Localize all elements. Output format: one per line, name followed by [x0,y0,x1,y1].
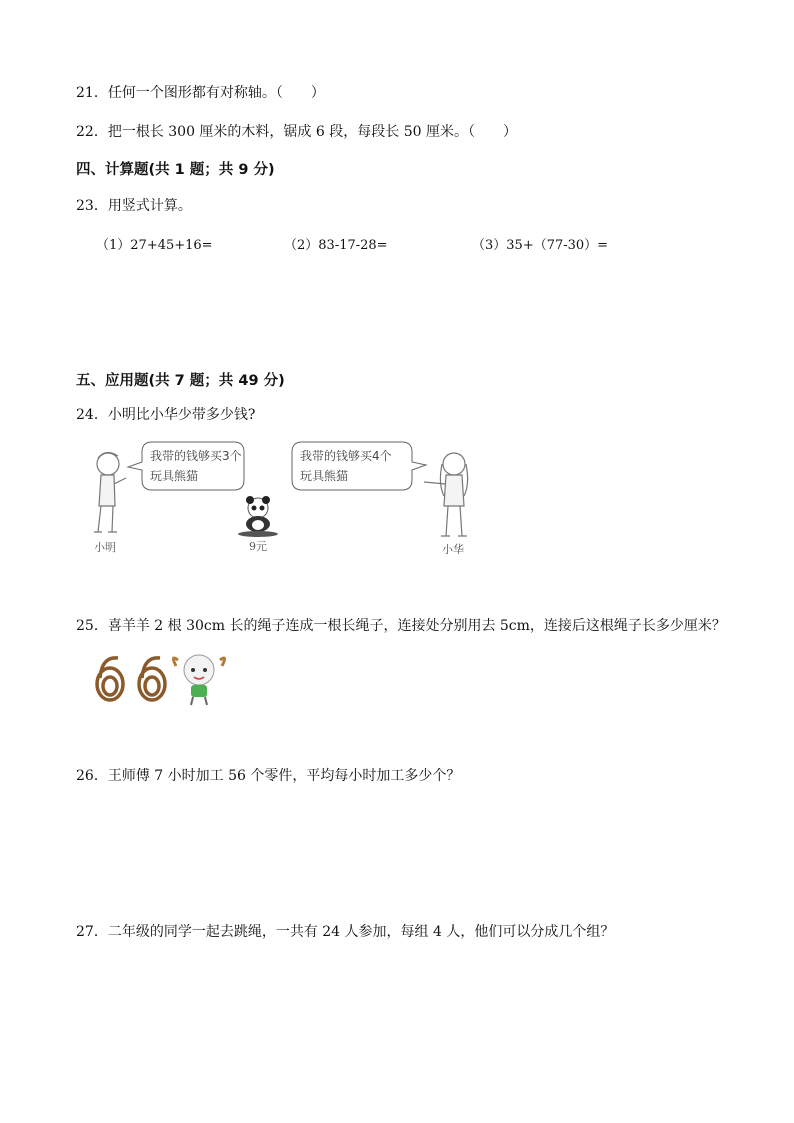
panda-icon [238,496,278,537]
right-bubble-line1: 我带的钱够买4个 [300,449,392,463]
calc-item-3: （3）35+（77-30）= [472,238,609,253]
question-22: 22．把一根长 300 厘米的木料，锯成 6 段，每段长 50 厘米。（ ） [76,124,517,140]
boy-illustration [94,452,126,532]
right-name-label: 小华 [442,543,464,556]
panda-price: 9元 [249,540,267,553]
question-24-figure [86,434,486,560]
question-27: 27．二年级的同学一起去跳绳，一共有 24 人参加，每组 4 人，他们可以分成几个组？ [76,924,615,940]
calc-item-2: （2）83-17-28= [284,238,388,253]
rope-coil-icon [139,658,165,700]
left-bubble-line1: 我带的钱够买3个 [150,449,242,463]
girl-illustration [424,453,468,536]
right-speech-bubble [292,442,426,490]
left-speech-bubble [128,442,244,490]
question-21: 21．任何一个图形都有对称轴。（ ） [76,85,325,101]
left-bubble-line2: 玩具熊猫 [150,469,199,483]
question-25: 25．喜羊羊 2 根 30cm 长的绳子连成一根长绳子，连接处分别用去 5cm，连接后这根绳子长多少厘米？ [76,618,726,634]
question-25-figure [90,650,230,708]
sheep-character-icon [173,655,224,705]
question-24: 24．小明比小华少带多少钱? [76,407,256,423]
rope-coil-icon [97,658,123,700]
section-4-heading: 四、计算题(共 1 题；共 9 分) [76,162,275,178]
calc-item-1: （1）27+45+16= [96,238,213,253]
section-5-heading: 五、应用题(共 7 题；共 49 分) [76,373,285,389]
right-bubble-line2: 玩具熊猫 [300,469,349,483]
question-26: 26．王师傅 7 小时加工 56 个零件，平均每小时加工多少个？ [76,768,461,784]
left-name-label: 小明 [94,541,116,554]
question-23: 23．用竖式计算。 [76,198,192,214]
